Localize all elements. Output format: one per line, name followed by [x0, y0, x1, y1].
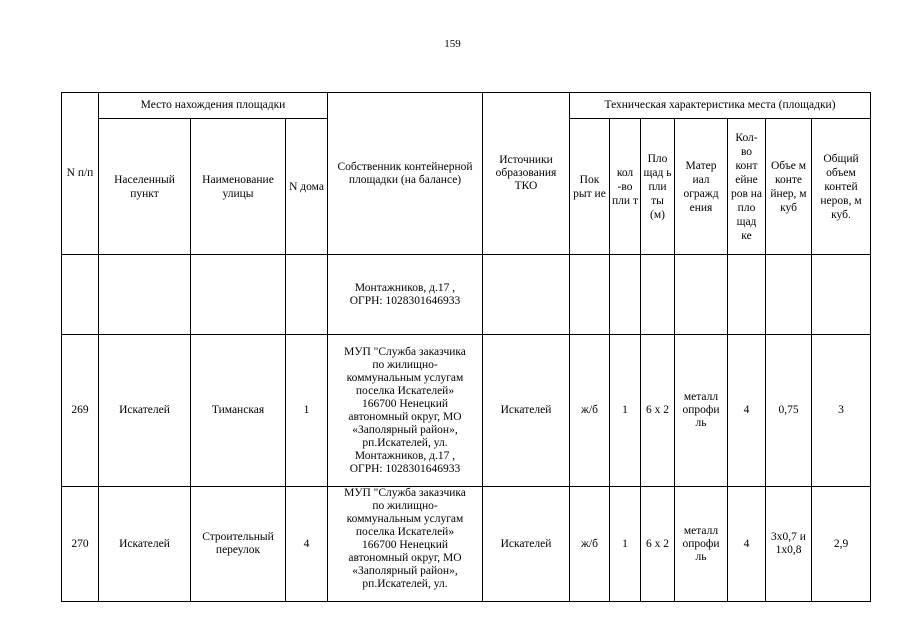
row-sources: Искателей [483, 487, 570, 602]
row-house: 1 [286, 335, 328, 487]
header-house: N дома [286, 119, 328, 255]
row-street: Строительный переулок [191, 487, 286, 602]
header-row-group [62, 93, 871, 119]
row-cover: ж/б [570, 335, 610, 487]
row-total-volume: 2,9 [812, 487, 871, 602]
row-slab-area: 6 х 2 [641, 487, 675, 602]
table-row [62, 335, 871, 487]
row-num: 269 [62, 335, 99, 487]
row-container-count: 4 [728, 487, 766, 602]
header-num: N п/п [62, 93, 99, 255]
row-slab-count: 1 [610, 335, 641, 487]
header-street: Наименование улицы [191, 119, 286, 255]
header-cover: Пок рыт ие [570, 119, 610, 255]
row-container-count: 4 [728, 335, 766, 487]
row-cover: ж/б [570, 487, 610, 602]
table-row [62, 487, 871, 602]
header-owner: Собственник контейнерной площадки (на балансе) [328, 93, 483, 255]
page-number: 159 [444, 38, 461, 50]
header-settlement: Населенный пункт [99, 119, 191, 255]
row-settlement: Искателей [99, 335, 191, 487]
row-owner: МУП "Служба заказчика по жилищно- коммунальным услугам поселка Искателей» 166700 Ненецкий автономный округ, МО «Заполярный район», рп.Искателей, ул. [328, 487, 483, 602]
row-sources: Искателей [483, 335, 570, 487]
row-fence: металл опрофи ль [675, 487, 728, 602]
row-container-volume: 0,75 [766, 335, 812, 487]
row-house: 4 [286, 487, 328, 602]
row-fence: металл опрофи ль [675, 335, 728, 487]
table-row-continuation [62, 255, 871, 335]
header-container-count: Кол-во конт ейне ров на пло щад ке [728, 119, 766, 255]
row-slab-area: 6 х 2 [641, 335, 675, 487]
header-total-volume: Общий объем контей неров, м куб. [812, 119, 871, 255]
header-sources: Источники образования ТКО [483, 93, 570, 255]
header-container-volume: Объе м конте йнер, м куб [766, 119, 812, 255]
header-slab-count: кол -во пли т [610, 119, 641, 255]
row-owner: МУП "Служба заказчика по жилищно- коммунальным услугам поселка Искателей» 166700 Ненецкий автономный округ, МО «Заполярный район», рп.Искателей, ул. Монтажников, д.17 , ОГРН: 1028301646933 [328, 335, 483, 487]
row-settlement: Искателей [99, 487, 191, 602]
row-container-volume: 3х0,7 и 1х0,8 [766, 487, 812, 602]
header-tech-group: Техническая характеристика места (площадки) [570, 93, 871, 119]
row-slab-count: 1 [610, 487, 641, 602]
row-num: 270 [62, 487, 99, 602]
row-street: Тиманская [191, 335, 286, 487]
header-fence: Матер иал огражд ения [675, 119, 728, 255]
header-location-group: Место нахождения площадки [99, 93, 328, 119]
continuation-owner: Монтажников, д.17 , ОГРН: 1028301646933 [328, 255, 483, 335]
header-slab-area: Пло щад ь пли ты (м) [641, 119, 675, 255]
container-sites-table [61, 92, 871, 602]
row-total-volume: 3 [812, 335, 871, 487]
